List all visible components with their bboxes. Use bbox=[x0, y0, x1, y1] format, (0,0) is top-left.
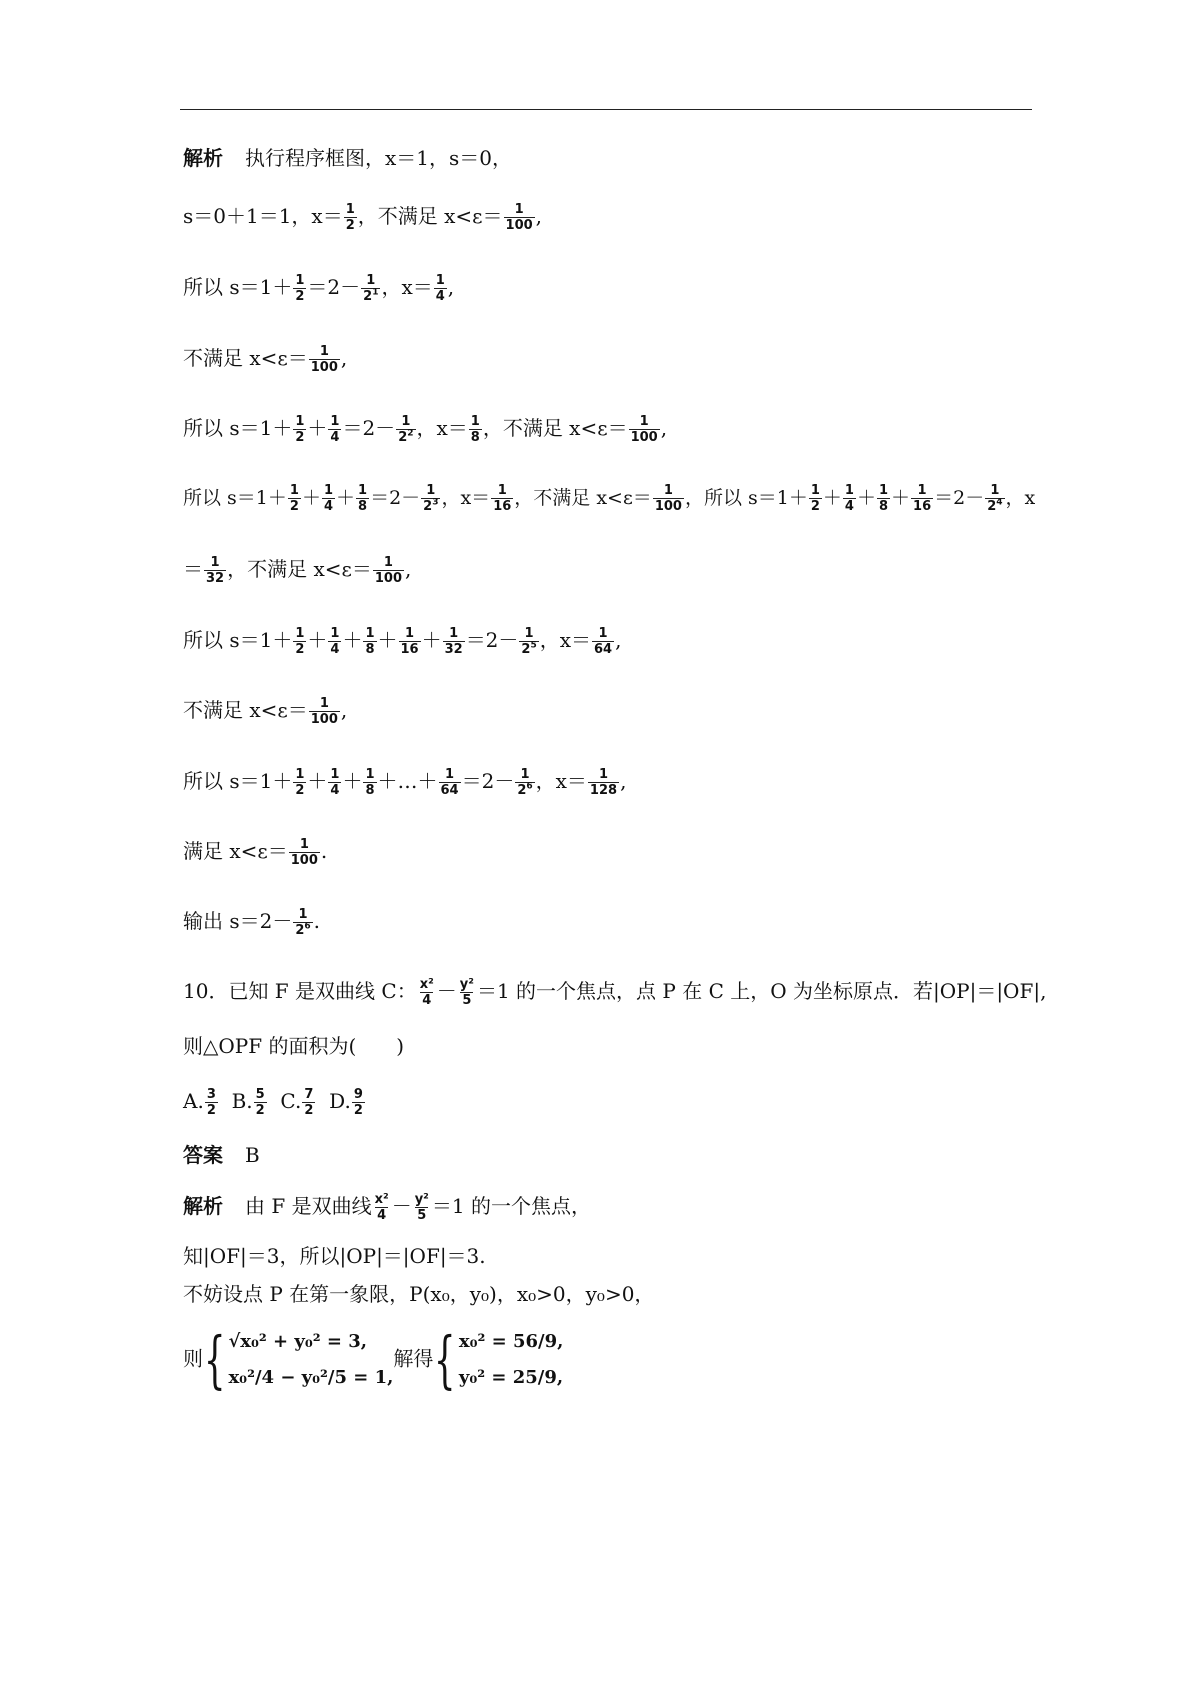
fraction: $\frac{1}{8}$ bbox=[470, 413, 480, 445]
fraction: $\frac{1}{32}$ bbox=[444, 625, 463, 657]
fraction: $\frac{1}{2}$ bbox=[810, 483, 820, 514]
step-line-5: 所以 s＝1＋ $\frac{1}{2}$ ＋ $\frac{1}{4}$ ＋ $\frac{1}{8}$ ＝2－ $\frac{1}{2^3}$ ，x＝ $\frac{1}{16}$ ，不满足 x<ε＝ $\frac{1}{100}$ ，所以 s＝1＋ $\frac{1}{2}$ ＋ $\frac{1}{4}$ ＋ $\frac{1}{8}$ ＋ $\frac{1}{16}$ ＝2－ $\frac{1}{2^4}$ ，x bbox=[183, 483, 1036, 514]
step-line-6: ＝ $\frac{1}{32}$ ，不满足 x<ε＝ $\frac{1}{100}$ , bbox=[183, 554, 412, 586]
analysis-intro-line bbox=[183, 142, 512, 174]
question-text: ＝1 的一个焦点，点 P 在 C 上，O 为坐标原点．若|OP|＝|OF|, bbox=[476, 979, 1047, 1003]
fraction: $\frac{1}{2}$ bbox=[295, 413, 305, 445]
fraction: $\frac{1}{2}$ bbox=[295, 272, 305, 304]
step-text: 所以 s＝1＋ bbox=[183, 416, 293, 440]
fraction: $\frac{1}{4}$ bbox=[435, 272, 445, 304]
option-b: B. $\frac{5}{2}$ bbox=[231, 1086, 265, 1118]
fraction: $\frac{1}{100}$ bbox=[310, 343, 338, 375]
fraction: $\frac{1}{8}$ bbox=[365, 625, 375, 657]
step-text: 满足 x<ε＝ bbox=[183, 839, 288, 863]
fraction: $\frac{1}{2^3}$ bbox=[423, 483, 439, 514]
fraction: $\frac{\text{y²}}{5}$ bbox=[414, 1191, 429, 1223]
fraction: $\frac{1}{100}$ bbox=[290, 836, 318, 868]
fraction: $\frac{1}{64}$ bbox=[440, 766, 459, 798]
fraction: $\frac{1}{2^6}$ bbox=[517, 766, 533, 798]
fraction: $\frac{1}{8}$ bbox=[365, 766, 375, 798]
equation-row: x₀²/4 − y₀²/5 = 1, bbox=[228, 1367, 394, 1388]
option-c: C. $\frac{7}{2}$ bbox=[280, 1086, 314, 1118]
answer-label: 答案 bbox=[183, 1143, 223, 1167]
fraction: $\frac{1}{8}$ bbox=[358, 483, 368, 514]
fraction: $\frac{1}{64}$ bbox=[594, 625, 613, 657]
header-rule bbox=[180, 109, 1032, 110]
fraction: $\frac{1}{16}$ bbox=[493, 483, 512, 514]
step-text: 所以 s＝1＋ bbox=[183, 628, 293, 652]
fraction: $\frac{1}{4}$ bbox=[323, 483, 333, 514]
analysis-intro-text: 执行程序框图，x＝1，s＝0， bbox=[245, 146, 512, 170]
fraction: $\frac{1}{2^1}$ bbox=[363, 272, 379, 304]
step-line-10: 满足 x<ε＝ $\frac{1}{100}$ . bbox=[183, 836, 328, 868]
option-a: A. $\frac{3}{2}$ bbox=[183, 1086, 216, 1118]
solution-line-3: 不妨设点 P 在第一象限，P(x₀，y₀)，x₀>0，y₀>0， bbox=[183, 1282, 655, 1306]
equation-row: x₀² = 56/9, bbox=[458, 1331, 564, 1352]
step-line-8: 不满足 x<ε＝ $\frac{1}{100}$ , bbox=[183, 695, 348, 727]
equation-system-2: { x₀² = 56/9, y₀² = 25/9, bbox=[434, 1323, 564, 1396]
answer-value: B bbox=[245, 1143, 260, 1167]
solution-line-1: 解析 由 F 是双曲线 $\frac{\text{x²}}{4}$ － $\frac{\text{y²}}{5}$ ＝1 的一个焦点， bbox=[183, 1191, 591, 1223]
step-text: 所以 s＝1＋ bbox=[183, 487, 287, 509]
equation-row: y₀² = 25/9, bbox=[458, 1367, 564, 1388]
output-line: 输出 s＝2－ $\frac{1}{2^6}$ . bbox=[183, 906, 321, 938]
fraction: $\frac{1}{2^6}$ bbox=[295, 906, 311, 938]
step-text: 不满足 x<ε＝ bbox=[183, 346, 308, 370]
option-d: D. $\frac{9}{2}$ bbox=[329, 1086, 363, 1118]
fraction: $\frac{1}{100}$ bbox=[630, 413, 658, 445]
step-text: ＝ bbox=[183, 557, 203, 581]
fraction: $\frac{1}{2}$ bbox=[345, 201, 355, 233]
fraction: $\frac{1}{100}$ bbox=[310, 695, 338, 727]
fraction: $\frac{1}{2}$ bbox=[295, 766, 305, 798]
step-line-1: s＝0＋1＝1，x＝ $\frac{1}{2}$ ，不满足 x<ε＝ $\frac{1}{100}$ , bbox=[183, 201, 543, 233]
step-text: 所以 s＝1＋ bbox=[183, 275, 293, 299]
question-10-options bbox=[183, 1085, 366, 1118]
step-line-9: 所以 s＝1＋ $\frac{1}{2}$ ＋ $\frac{1}{4}$ ＋ $\frac{1}{8}$ ＋…＋ $\frac{1}{64}$ ＝2－ $\frac{1}{2^6}$ ，x＝ $\frac{1}{128}$ , bbox=[183, 766, 627, 798]
solution-line-2: 知|OF|＝3，所以|OP|＝|OF|＝3. bbox=[183, 1244, 486, 1268]
fraction: $\frac{\text{x²}}{4}$ bbox=[374, 1191, 389, 1223]
equation-system-1: { √x₀² + y₀² = 3, x₀²/4 − y₀²/5 = 1, bbox=[203, 1323, 394, 1396]
fraction: $\frac{\text{x²}}{4}$ bbox=[419, 976, 434, 1008]
fraction: $\frac{1}{16}$ bbox=[400, 625, 419, 657]
question-10-stem-2: 则△OPF 的面积为( ) bbox=[183, 1034, 405, 1058]
fraction: $\frac{1}{100}$ bbox=[505, 201, 533, 233]
fraction: $\frac{1}{32}$ bbox=[206, 554, 225, 586]
fraction: $\frac{1}{4}$ bbox=[330, 625, 340, 657]
fraction: $\frac{1}{4}$ bbox=[330, 766, 340, 798]
fraction: $\frac{1}{8}$ bbox=[878, 483, 889, 514]
step-line-7: 所以 s＝1＋ $\frac{1}{2}$ ＋ $\frac{1}{4}$ ＋ $\frac{1}{8}$ ＋ $\frac{1}{16}$ ＋ $\frac{1}{32}$ ＝2－ $\frac{1}{2^5}$ ，x＝ $\frac{1}{64}$ , bbox=[183, 625, 622, 657]
answer-line bbox=[183, 1139, 260, 1171]
fraction: $\frac{1}{2^5}$ bbox=[521, 625, 537, 657]
step-line-4: 所以 s＝1＋ $\frac{1}{2}$ ＋ $\frac{1}{4}$ ＝2－ $\frac{1}{2^2}$ ，x＝ $\frac{1}{8}$ ，不满足 x<ε＝ $\frac{1}{100}$ , bbox=[183, 413, 668, 445]
step-text: 输出 s＝2－ bbox=[183, 909, 293, 933]
fraction: $\frac{1}{4}$ bbox=[844, 483, 854, 514]
question-10-stem: 10．已知 F 是双曲线 C： $\frac{\text{x²}}{4}$ － $\frac{\text{y²}}{5}$ ＝1 的一个焦点，点 P 在 C 上，O 为坐标原点．若|OP|＝|OF|, bbox=[183, 976, 1047, 1008]
fraction: $\frac{1}{100}$ bbox=[374, 554, 402, 586]
step-text: ，不满足 x<ε＝ bbox=[357, 204, 503, 228]
step-text: s＝0＋1＝1，x＝ bbox=[183, 204, 343, 228]
fraction: $\frac{1}{4}$ bbox=[330, 413, 340, 445]
fraction: $\frac{1}{2}$ bbox=[289, 483, 299, 514]
fraction: $\frac{1}{100}$ bbox=[654, 483, 682, 514]
fraction: $\frac{\text{y²}}{5}$ bbox=[459, 976, 474, 1008]
step-text: 所以 s＝1＋ bbox=[183, 769, 293, 793]
fraction: $\frac{1}{2^2}$ bbox=[398, 413, 414, 445]
fraction: $\frac{1}{128}$ bbox=[589, 766, 618, 798]
step-text: 不满足 x<ε＝ bbox=[183, 698, 308, 722]
step-line-2: 所以 s＝1＋ $\frac{1}{2}$ ＝2－ $\frac{1}{2^1}$ ，x＝ $\frac{1}{4}$ , bbox=[183, 272, 455, 304]
question-text: 10．已知 F 是双曲线 C： bbox=[183, 979, 417, 1003]
equation-row: √x₀² + y₀² = 3, bbox=[228, 1331, 368, 1352]
fraction: $\frac{1}{2^4}$ bbox=[987, 483, 1003, 514]
step-line-3: 不满足 x<ε＝ $\frac{1}{100}$ , bbox=[183, 343, 348, 375]
solution-line-4: 则 { √x₀² + y₀² = 3, x₀²/4 − y₀²/5 = 1, 解得 { x₀² = 56/9, y₀² = 25/9, bbox=[183, 1323, 564, 1396]
fraction: $\frac{1}{2}$ bbox=[295, 625, 305, 657]
analysis-label: 解析 bbox=[183, 1194, 223, 1218]
fraction: $\frac{1}{16}$ bbox=[913, 483, 932, 514]
analysis-label: 解析 bbox=[183, 146, 223, 170]
